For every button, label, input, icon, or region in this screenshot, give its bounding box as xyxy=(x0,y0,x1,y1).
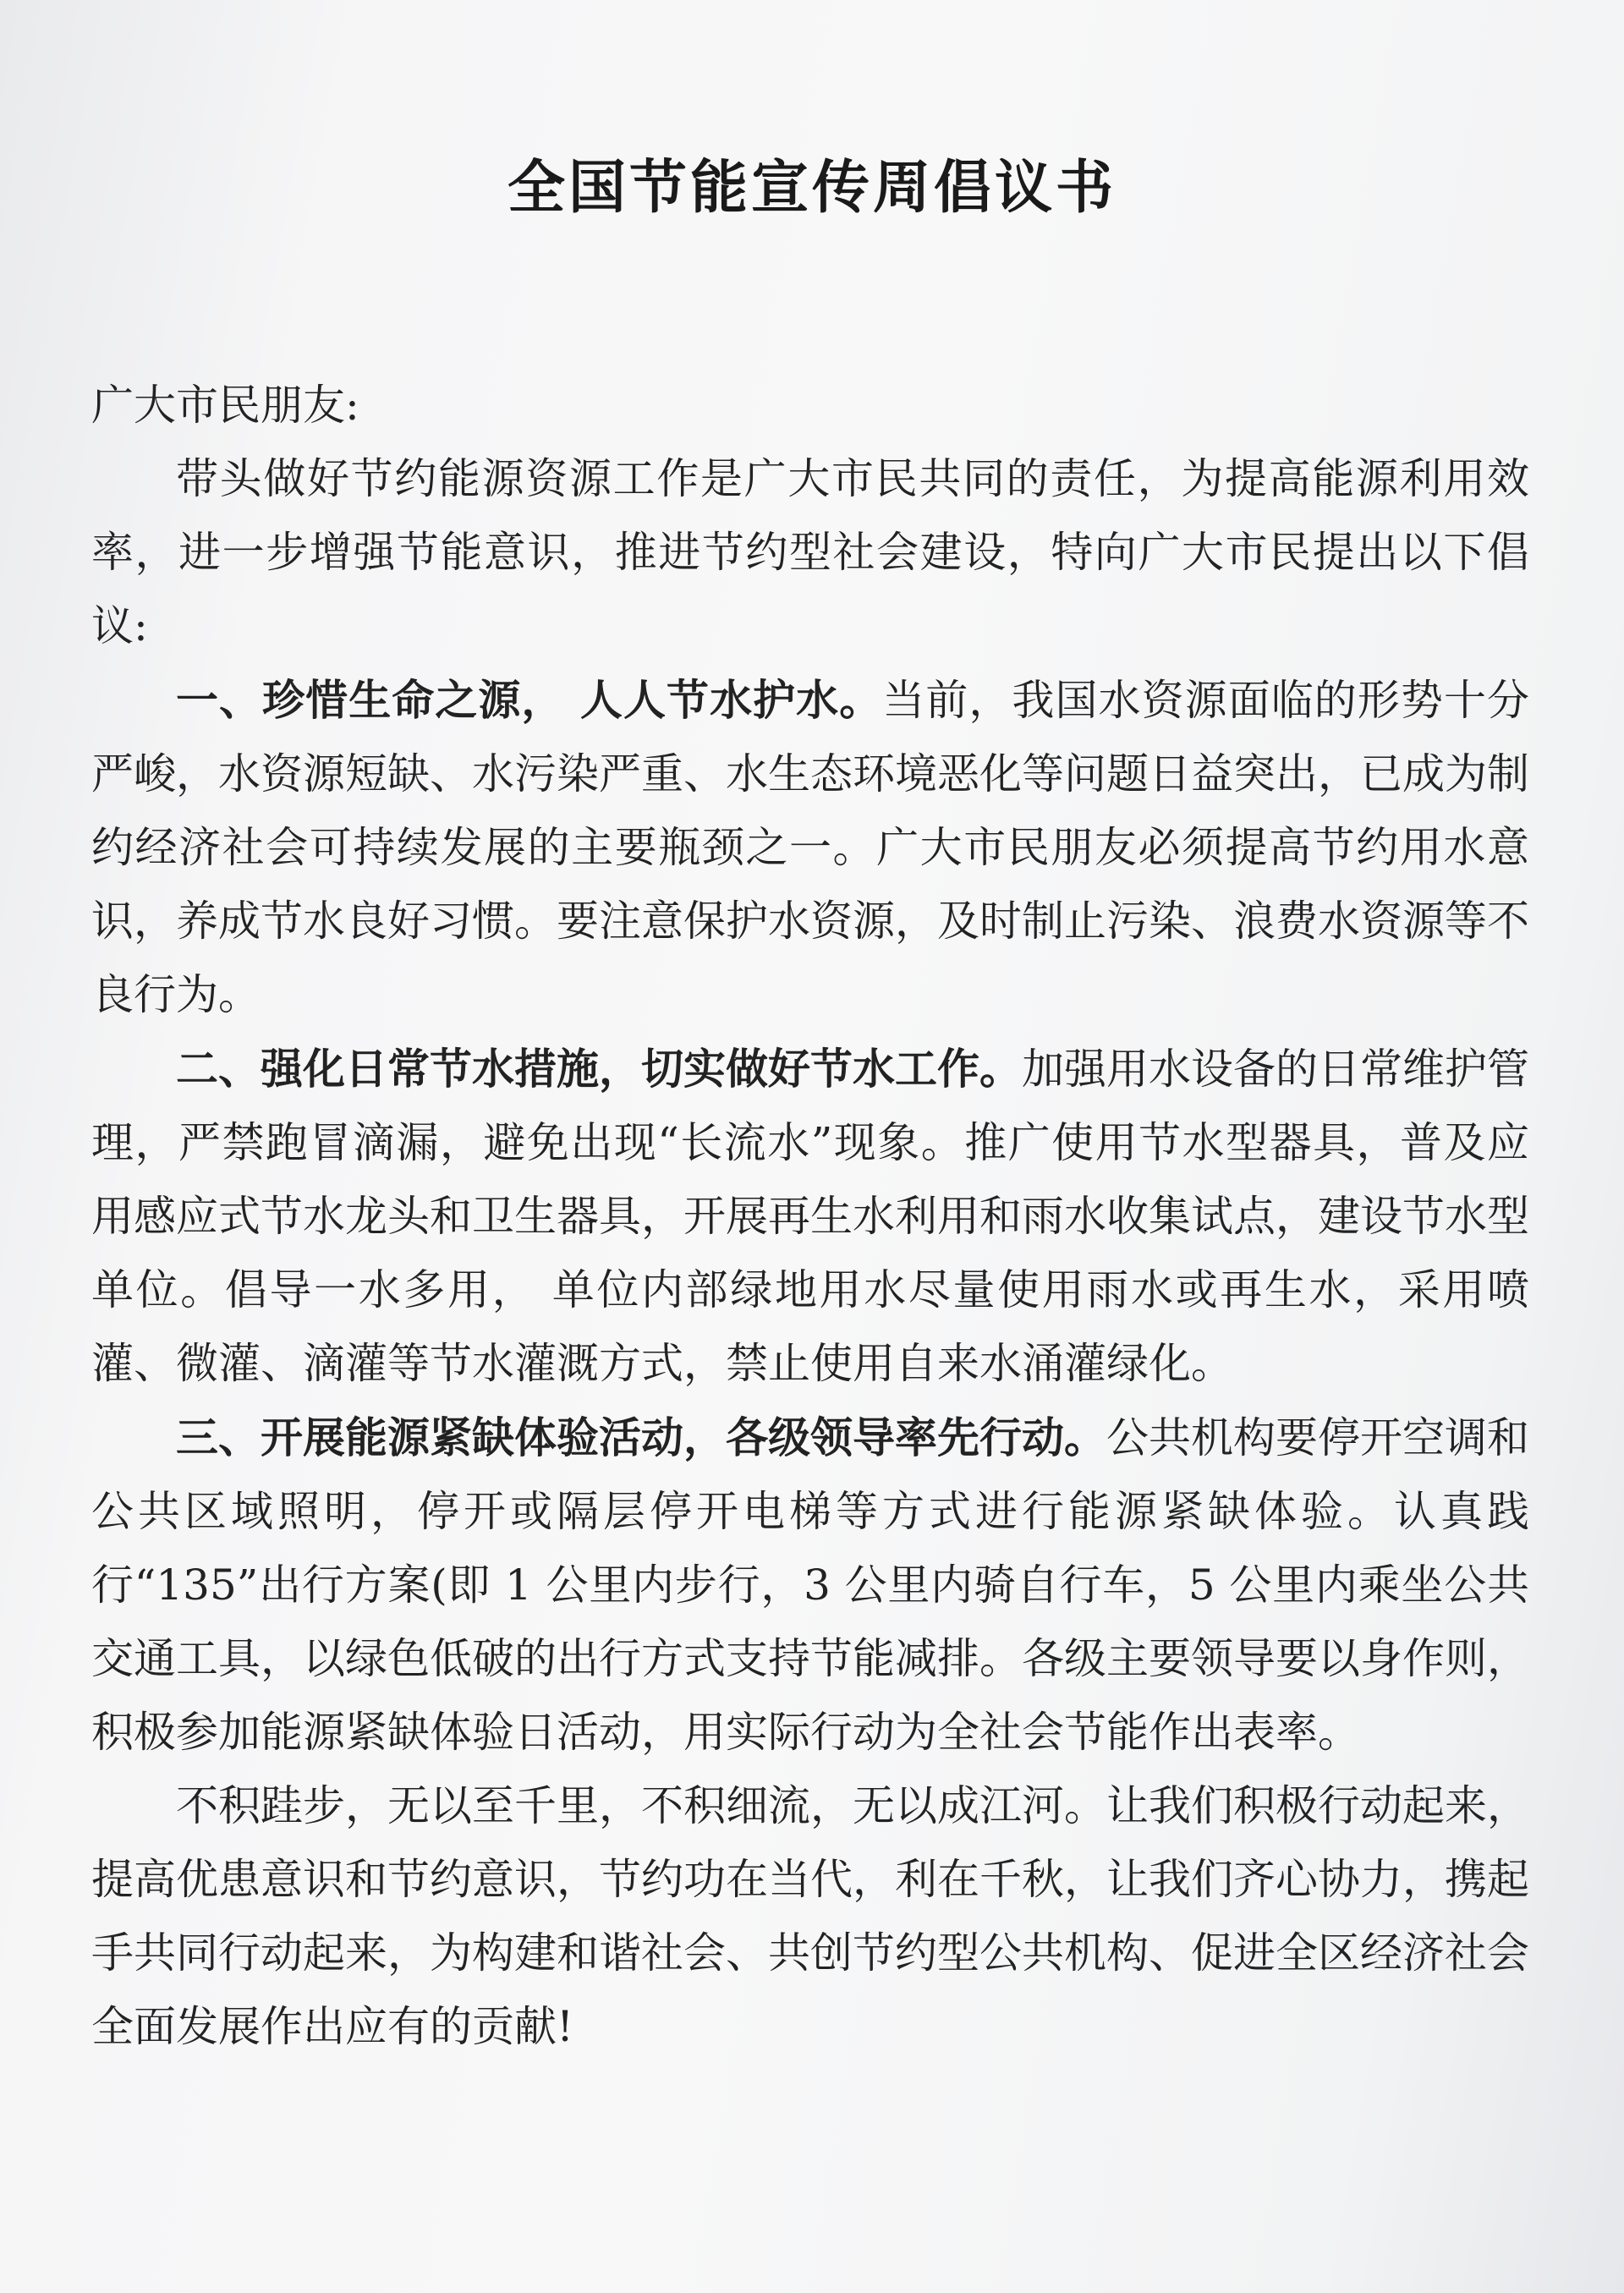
section-text-2: 加强用水设备的日常维护管理，严禁跑冒滴漏，避免出现“长流水”现象。推广使用节水型器具，普及应用感应式节水龙头和卫生器具，开展再生水利用和雨水收集试点，建设节水型单位。倡导一水多用， 单位内部绿地用水尽量使用雨水或再生水，采用喷灌、微灌、滴灌等节水灌溉方式，禁止使用自来水涌灌绿化。 xyxy=(91,1045,1529,1388)
greeting: 广大市民朋友: xyxy=(91,381,359,430)
section-paragraph-2 xyxy=(91,1032,1529,1401)
section-paragraph-3 xyxy=(91,1401,1529,1769)
section-heading-2: 二、强化日常节水措施，切实做好节水工作。 xyxy=(176,1044,1022,1094)
closing-paragraph: 不积跬步，无以至千里，不积细流，无以成江河。让我们积极行动起来，提高优患意识和节约意识，节约功在当代，利在千秋，让我们齐心协力，携起手共同行动起来，为构建和谐社会、共创节约型公共机构、促进全区经济社会全面发展作出应有的贡献! xyxy=(91,1781,1529,2051)
section-text-3: 公共机构要停开空调和公共区域照明，停开或隔层停开电梯等方式进行能源紧缺体验。认真践行“135”出行方案(即 1 公里内步行，3 公里内骑自行车，5 公里内乘坐公共交通工具，以绿色低破的出行方式支持节能减排。各级主要领导要以身作则，积极参加能源紧缺体验日活动，用实际行动为全社会节能作出表率。 xyxy=(91,1413,1529,1757)
section-paragraph-1 xyxy=(91,663,1529,1032)
section-heading-3: 三、开展能源紧缺体验活动，各级领导率先行动。 xyxy=(176,1413,1106,1462)
section-text-1: 当前，我国水资源面临的形势十分严峻，水资源短缺、水污染严重、水生态环境恶化等问题日益突出，已成为制约经济社会可持续发展的主要瓶颈之一。广大市民朋友必须提高节约用水意识，养成节水良好习惯。要注意保护水资源，及时制止污染、浪费水资源等不良行为。 xyxy=(91,676,1529,1019)
document-title: 全国节能宣传周倡议书 xyxy=(507,154,1116,222)
document-body xyxy=(91,369,1529,2064)
section-heading-1: 一、珍惜生命之源， 人人节水护水。 xyxy=(176,675,883,725)
intro-paragraph: 带头做好节约能源资源工作是广大市民共同的责任，为提高能源利用效率，进一步增强节能意识，推进节约型社会建设，特向广大市民提出以下倡议: xyxy=(91,454,1529,650)
